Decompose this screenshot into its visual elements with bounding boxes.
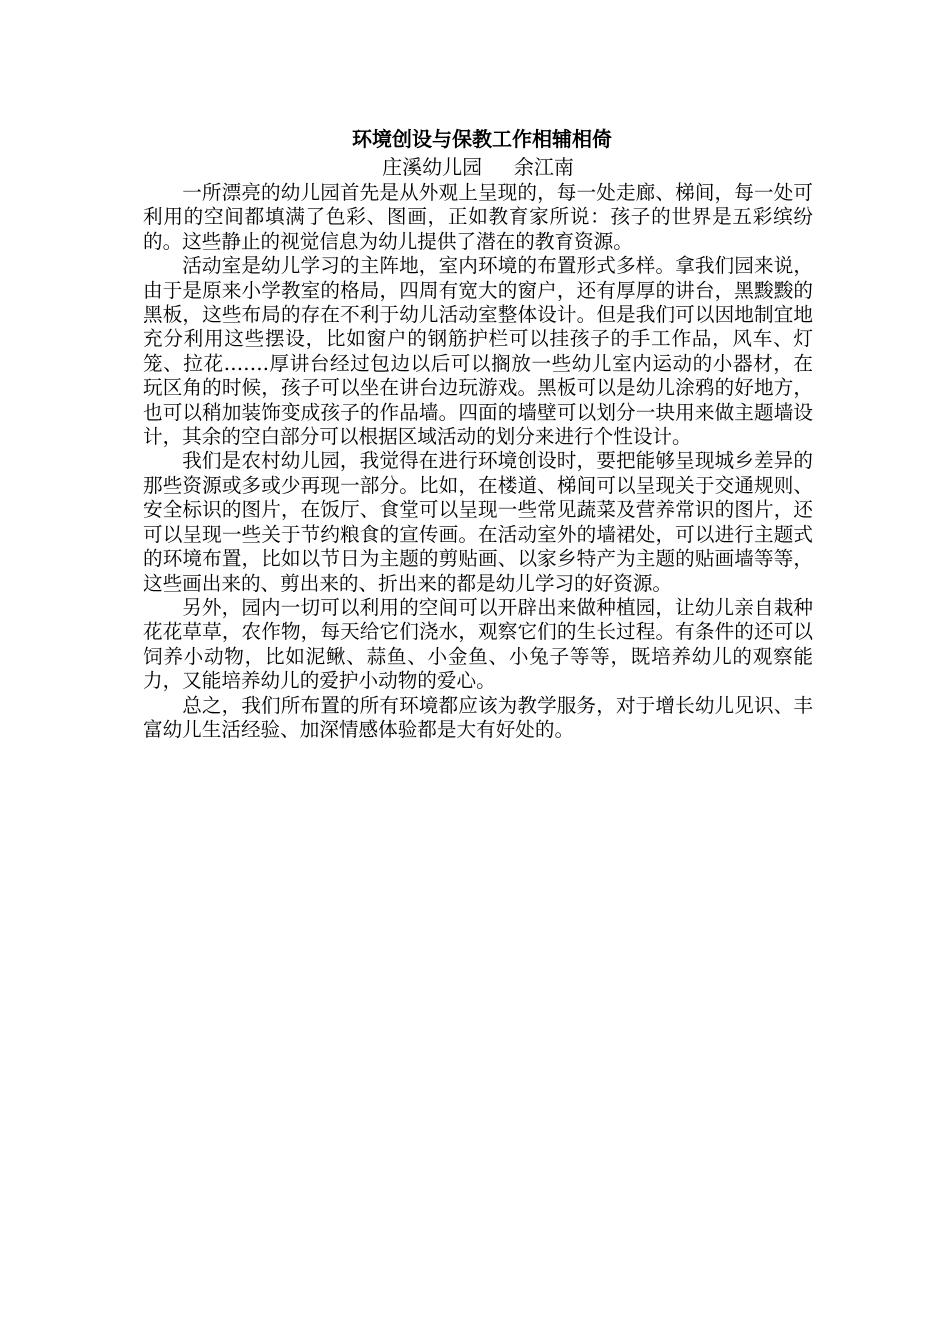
paragraph-1: 一所漂亮的幼儿园首先是从外观上呈现的，每一处走廊、梯间，每一处可利用的空间都填满了色彩、图画，正如教育家所说：孩子的世界是五彩缤纷的。这些静止的视觉信息为幼儿提供了潜在的教育资源。	[143, 181, 813, 253]
paragraph-2: 活动室是幼儿学习的主阵地，室内环境的布置形式多样。拿我们园来说，由于是原来小学教室的格局，四周有宽大的窗户，还有厚厚的讲台，黑黢黢的黑板，这些布局的存在不利于幼儿活动室整体设计。但是我们可以因地制宜地充分利用这些摆设，比如窗户的钢筋护栏可以挂孩子的手工作品，风车、灯笼、拉花…….厚讲台经过包边以后可以搁放一些幼儿室内运动的小器材，在玩区角的时候，孩子可以坐在讲台边玩游戏。黑板可以是幼儿涂鸦的好地方，也可以稍加装饰变成孩子的作品墙。四面的墙壁可以划分一块用来做主题墙设计，其余的空白部分可以根据区域活动的划分来进行个性设计。	[143, 254, 813, 449]
paragraph-3: 我们是农村幼儿园，我觉得在进行环境创设时，要把能够呈现城乡差异的那些资源或多或少再现一部分。比如，在楼道、梯间可以呈现关于交通规则、安全标识的图片，在饭厅、食堂可以呈现一些常见蔬菜及营养常识的图片，还可以呈现一些关于节约粮食的宣传画。在活动室外的墙裙处，可以进行主题式的环境布置，比如以节日为主题的剪贴画、以家乡特产为主题的贴画墙等等，这些画出来的、剪出来的、折出来的都是幼儿学习的好资源。	[143, 449, 813, 595]
document-title: 环境创设与保教工作相辅相倚	[352, 127, 612, 151]
paragraph-4: 另外，园内一切可以利用的空间可以开辟出来做种植园，让幼儿亲自栽种花花草草，农作物，每天给它们浇水，观察它们的生长过程。有条件的还可以饲养小动物，比如泥鳅、蒜鱼、小金鱼、小兔子等等，既培养幼儿的观察能力，又能培养幼儿的爱护小动物的爱心。	[143, 595, 813, 693]
paragraph-5: 总之，我们所布置的所有环境都应该为教学服务，对于增长幼儿见识、丰富幼儿生活经验、加深情感体验都是大有好处的。	[143, 693, 813, 741]
document-author: 庄溪幼儿园 余江南	[382, 155, 574, 179]
document-page	[143, 124, 813, 742]
